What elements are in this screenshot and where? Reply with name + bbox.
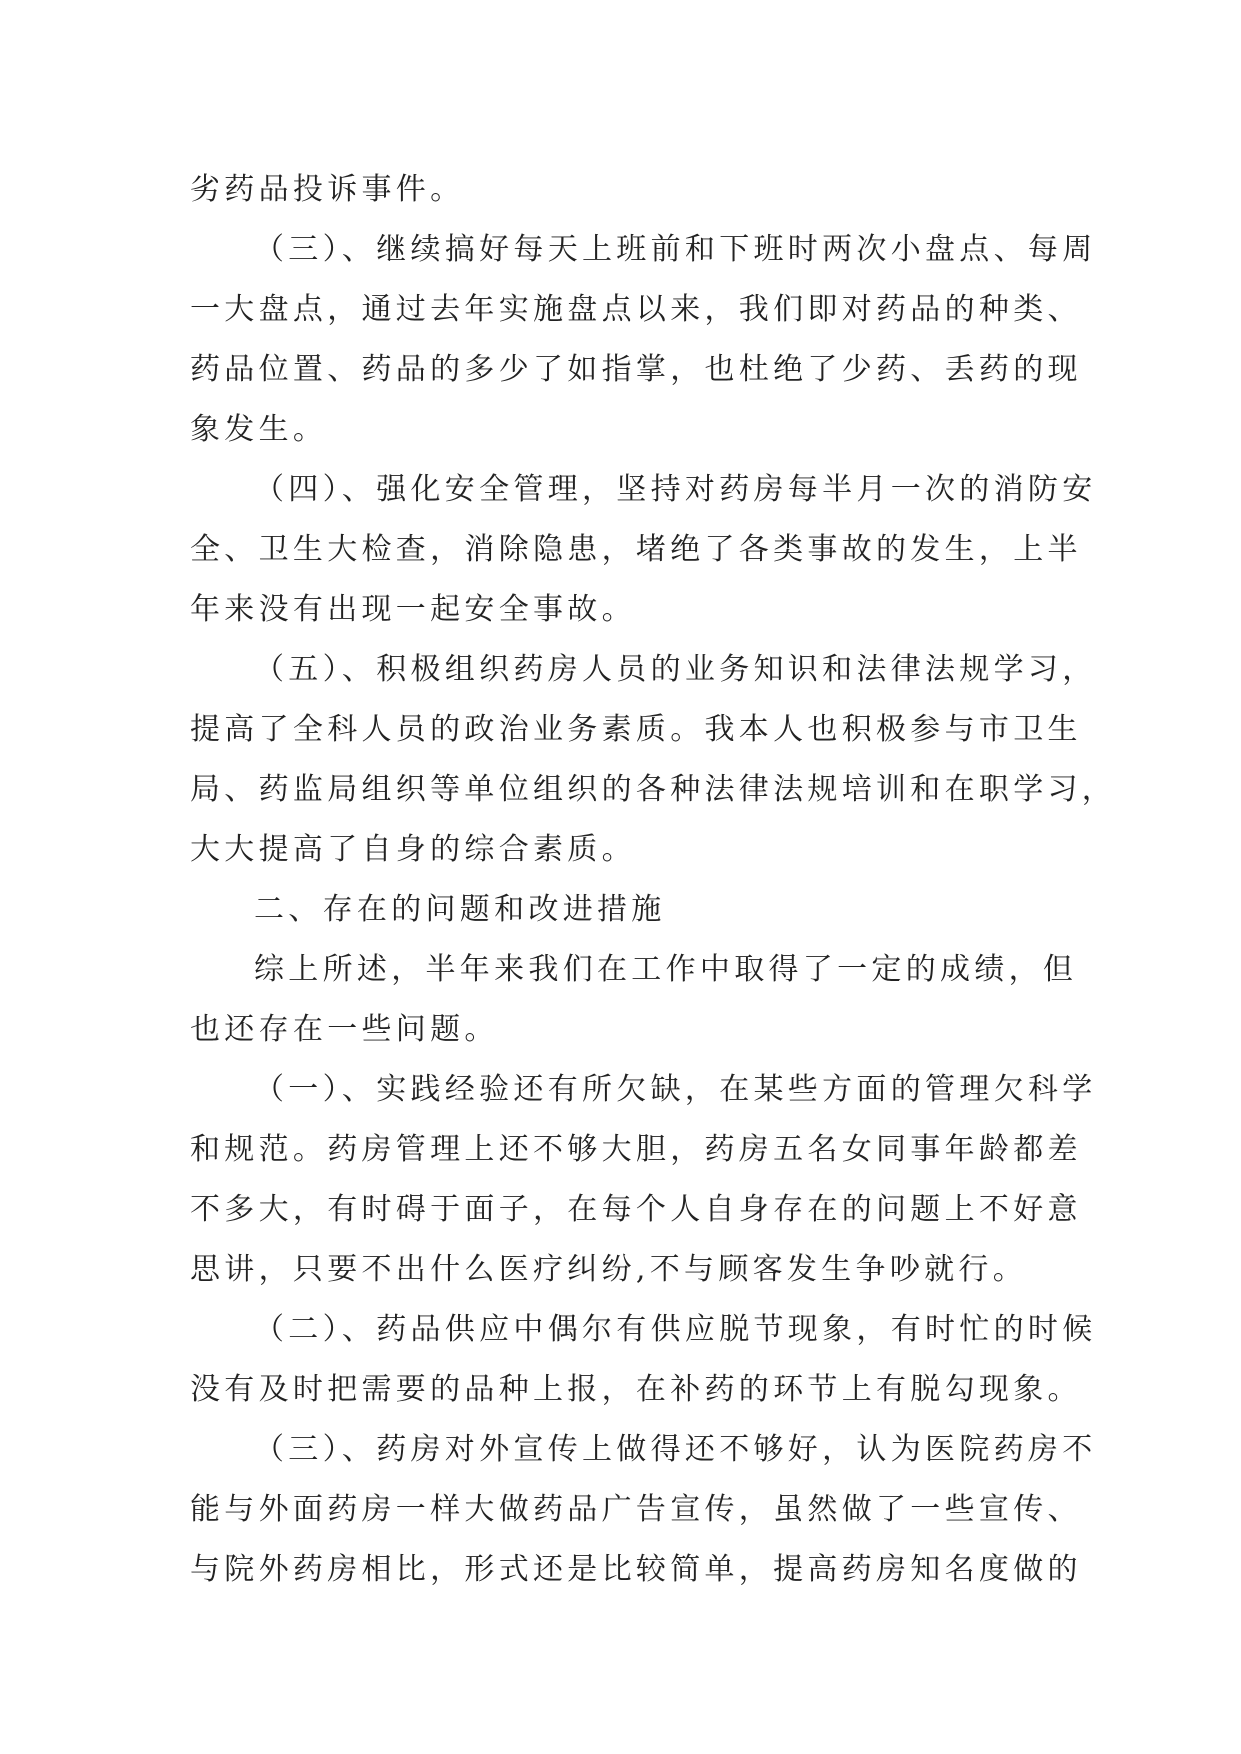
text-line: 与院外药房相比，形式还是比较简单，提高药房知名度做的 (190, 1552, 1082, 1587)
text-line: （三）、继续搞好每天上班前和下班时两次小盘点、每周 (254, 232, 1097, 267)
text-line: 提高了全科人员的政治业务素质。我本人也积极参与市卫生 (190, 712, 1082, 747)
text-line: 象发生。 (190, 412, 328, 447)
text-line: 不多大，有时碍于面子，在每个人自身存在的问题上不好意 (190, 1192, 1082, 1227)
text-line: 劣药品投诉事件。 (190, 172, 465, 207)
text-line: 年来没有出现一起安全事故。 (190, 592, 636, 627)
text-line: （四）、强化安全管理，坚持对药房每半月一次的消防安 (254, 472, 1097, 507)
text-line: 思讲，只要不出什么医疗纠纷,不与顾客发生争吵就行。 (190, 1252, 1028, 1287)
text-line: 全、卫生大检查，消除隐患，堵绝了各类事故的发生，上半 (190, 532, 1082, 567)
text-line: （五）、积极组织药房人员的业务知识和法律法规学习， (254, 652, 1097, 687)
text-line: 局、药监局组织等单位组织的各种法律法规培训和在职学习， (190, 772, 1117, 807)
text-line: 综上所述，半年来我们在工作中取得了一定的成绩，但 (254, 952, 1078, 987)
text-line: 没有及时把需要的品种上报，在补药的环节上有脱勾现象。 (190, 1372, 1082, 1407)
section-heading: 二、存在的问题和改进措施 (254, 892, 666, 927)
text-line: 一大盘点，通过去年实施盘点以来，我们即对药品的种类、 (190, 292, 1082, 327)
text-line: 能与外面药房一样大做药品广告宣传，虽然做了一些宣传、 (190, 1492, 1082, 1527)
text-line: 大大提高了自身的综合素质。 (190, 832, 636, 867)
text-line: （二）、药品供应中偶尔有供应脱节现象，有时忙的时候 (254, 1312, 1097, 1347)
document-body (190, 160, 1117, 1600)
text-line: 和规范。药房管理上还不够大胆，药房五名女同事年龄都差 (190, 1132, 1082, 1167)
text-line: （三）、药房对外宣传上做得还不够好，认为医院药房不 (254, 1432, 1097, 1467)
text-line: 药品位置、药品的多少了如指掌，也杜绝了少药、丢药的现 (190, 352, 1082, 387)
text-line: （一）、实践经验还有所欠缺，在某些方面的管理欠科学 (254, 1072, 1097, 1107)
text-line: 也还存在一些问题。 (190, 1012, 499, 1047)
